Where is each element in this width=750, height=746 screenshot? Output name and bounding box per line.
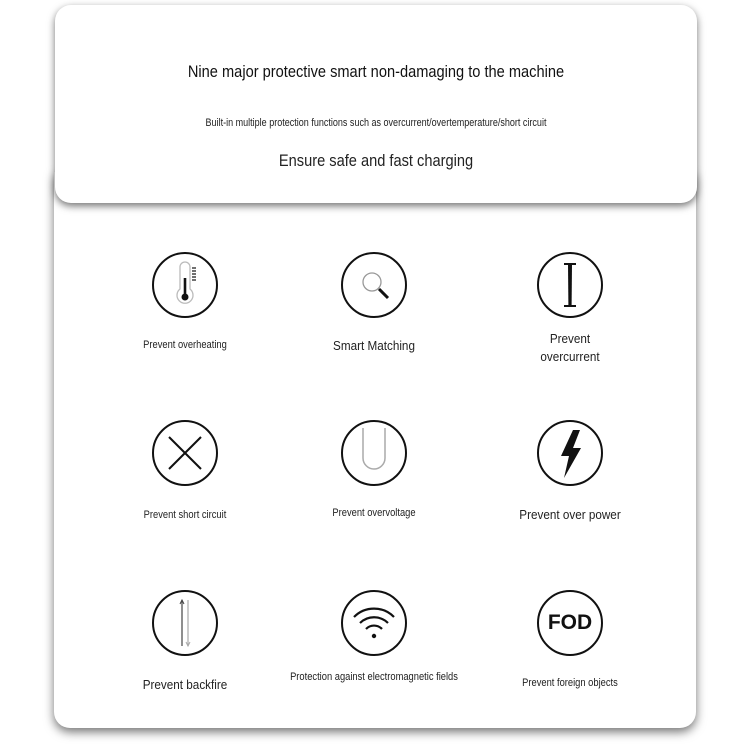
feature-label: Prevent over power: [519, 507, 621, 522]
current-bar-icon: [537, 252, 603, 318]
feature-label: Smart Matching: [333, 338, 415, 353]
cross-icon: [152, 420, 218, 486]
fod-text: FOD: [547, 611, 593, 634]
thermometer-icon: [152, 252, 218, 318]
feature-label: Prevent foreign objects: [522, 677, 618, 689]
page-tagline: Ensure safe and fast charging: [278, 151, 474, 170]
lightning-icon: [537, 420, 603, 486]
header-card: [55, 5, 697, 203]
feature-label: Prevent overcurrent: [540, 331, 600, 364]
feature-label: Prevent overheating: [143, 339, 227, 351]
double-arrow-icon: [152, 590, 218, 656]
page-subtitle: Built-in multiple protection functions such as overcurrent/overtemperature/short circuit: [205, 117, 547, 129]
magnifier-icon: [341, 252, 407, 318]
wifi-signal-icon: [341, 590, 407, 656]
feature-label: Prevent backfire: [142, 677, 228, 692]
feature-label: Prevent overvoltage: [332, 507, 416, 519]
feature-label: Protection against electromagnetic fields: [290, 671, 458, 683]
page-title: Nine major protective smart non-damaging to the machine: [187, 62, 565, 81]
u-shape-icon: [341, 420, 407, 486]
fod-icon: [537, 590, 603, 656]
feature-label: Prevent short circuit: [143, 509, 227, 521]
